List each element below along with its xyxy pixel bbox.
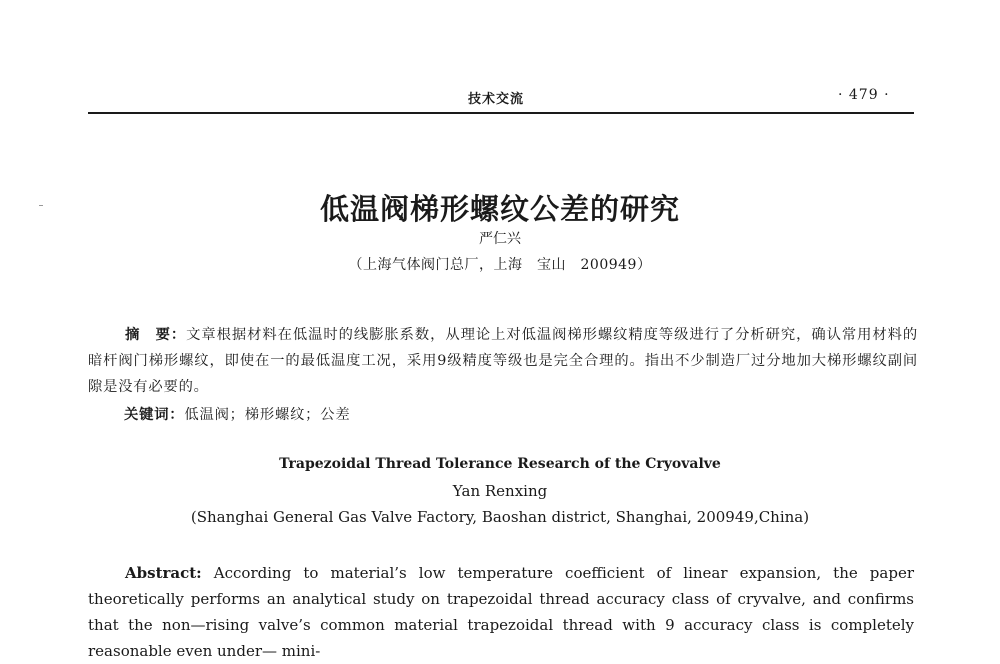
chinese-abstract (88, 322, 918, 400)
running-header-section: 技术交流 (468, 92, 525, 107)
english-abstract-text: According to material’s low temperature coefficient of linear expansion, the paper theoretically performs an analytical study on trapezoidal thread accuracy class of cryvalve, and confirms that the non—rising valve’s common material trapezoidal thread with 9 accuracy class is completely reasonable even under— mini- (88, 564, 914, 660)
english-affiliation: (Shanghai General Gas Valve Factory, Baoshan district, Shanghai, 200949,China) (190, 508, 810, 526)
english-abstract (88, 560, 914, 664)
chinese-author: 严仁兴 (479, 231, 521, 247)
chinese-title: 低温阀梯形螺纹公差的研究 (319, 192, 680, 226)
chinese-abstract-text: 文章根据材料在低温时的线膨胀系数，从理论上对低温阀梯形螺纹精度等级进行了分析研究，确认常用材料的暗杆阀门梯形螺纹，即使在一的最低温度工况，采用9级精度等级也是完全合理的。指出不少制造厂过分地加大梯形螺纹副间隙是没有必要的。 (88, 327, 918, 395)
chinese-affiliation: （上海气体阀门总厂，上海 宝山 200949） (348, 257, 652, 273)
chinese-keywords (124, 404, 350, 424)
header-rule (88, 112, 914, 114)
english-abstract-label: Abstract: (125, 564, 202, 582)
chinese-keywords-label: 关键词： (124, 407, 185, 423)
chinese-keywords-text: 低温阀；梯形螺纹；公差 (184, 407, 351, 423)
english-author: Yan Renxing (452, 482, 548, 500)
english-title: Trapezoidal Thread Tolerance Research of the Cryovalve (279, 456, 721, 472)
chinese-abstract-label: 摘 要： (125, 327, 187, 343)
page-number: · 479 · (838, 87, 890, 103)
